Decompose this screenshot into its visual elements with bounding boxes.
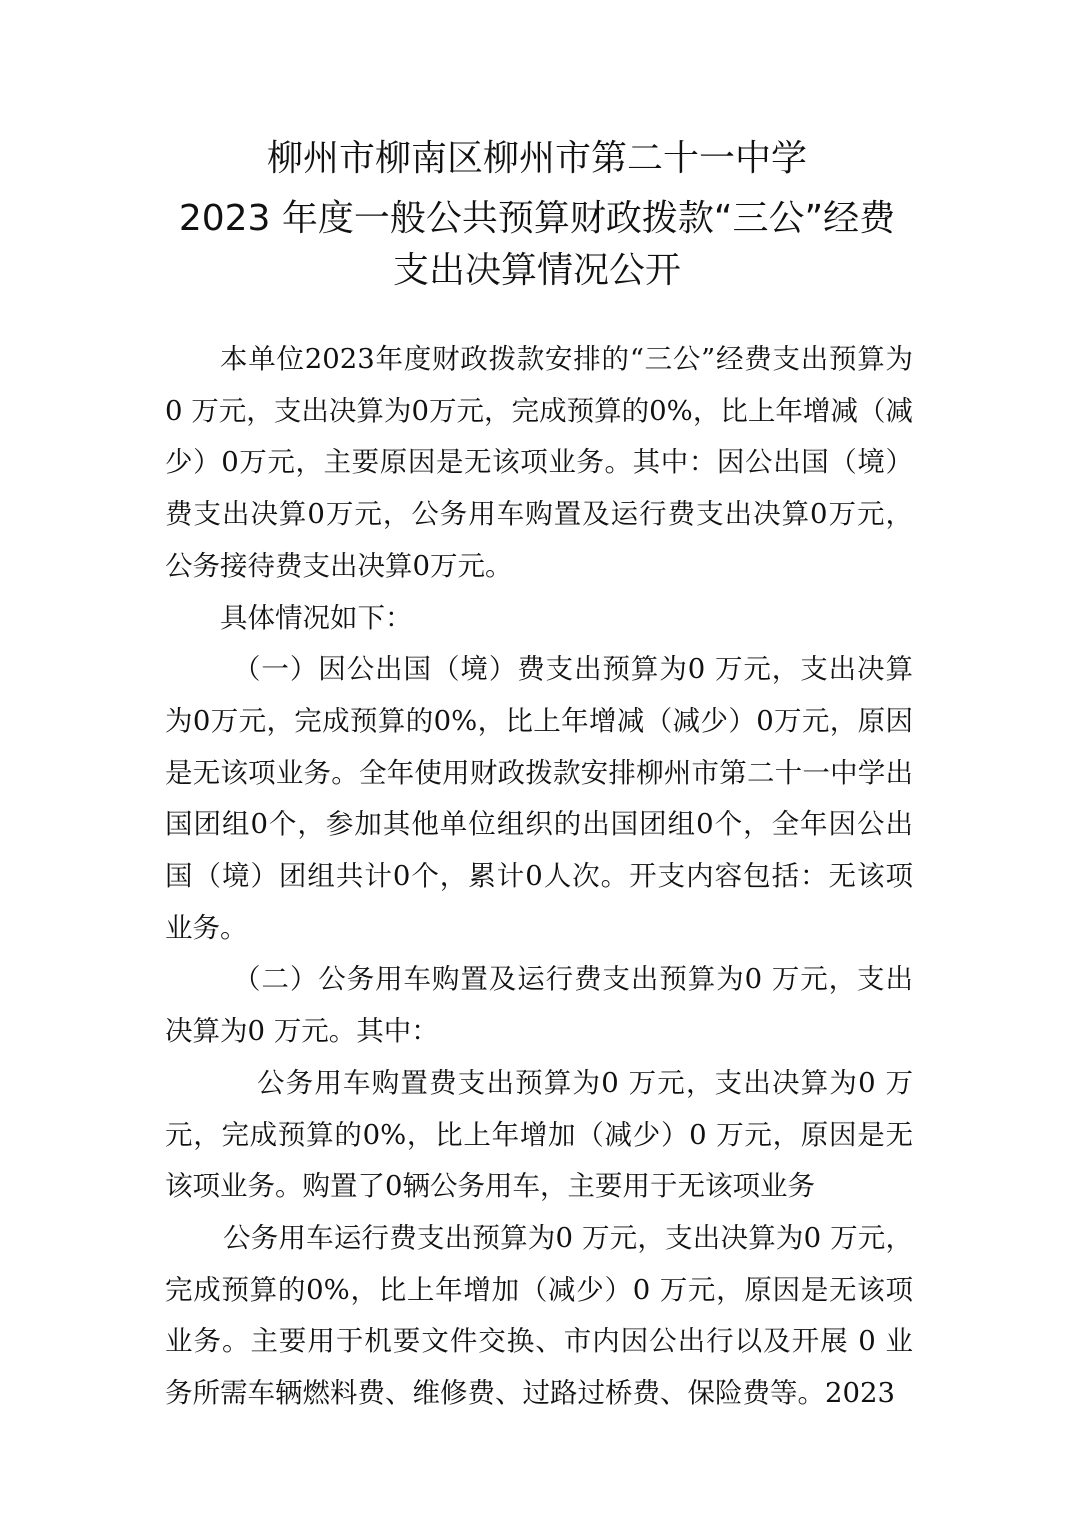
document-title-line-2: 2023 年度一般公共预算财政拨款“三公”经费 xyxy=(178,198,896,239)
paragraph-vehicle-operation: 公务用车运行费支出预算为0 万元，支出决算为0 万元，完成预算的0%，比上年增加（减少）0 万元，原因是无该项业务。主要用于机要文件交换、市内因公出行以及开展 0 业务所需车辆燃料费、维修费、过路过桥费、保险费等。2023 xyxy=(165,1221,913,1410)
paragraph-vehicle-expenses: （二）公务用车购置及运行费支出预算为0 万元，支出决算为0 万元。其中： xyxy=(165,963,913,1048)
document-body xyxy=(165,334,913,1420)
paragraph-summary: 本单位2023年度财政拨款安排的“三公”经费支出预算为0 万元，支出决算为0万元，完成预算的0%，比上年增减（减少）0万元，主要原因是无该项业务。其中：因公出国（境）费支出决算0万元，公务用车购置及运行费支出决算0万元，公务接待费支出决算0万元。 xyxy=(165,343,913,582)
paragraph-vehicle-purchase: 公务用车购置费支出预算为0 万元，支出决算为0 万元，完成预算的0%，比上年增加（减少）0 万元，原因是无该项业务。购置了0辆公务用车，主要用于无该项业务 xyxy=(165,1066,913,1203)
paragraph-overseas-travel: （一）因公出国（境）费支出预算为0 万元，支出决算为0万元，完成预算的0%，比上年增减（减少）0万元，原因是无该项业务。全年使用财政拨款安排柳州市第二十一中学出国团组0个，参加其他单位组织的出国团组0个，全年因公出国（境）团组共计0个，累计0人次。开支内容包括：无该项业务。 xyxy=(165,653,913,944)
document-title-line-3: 支出决算情况公开 xyxy=(392,250,681,291)
paragraph-details-intro: 具体情况如下： xyxy=(220,601,413,634)
document-title-line-1: 柳州市柳南区柳州市第二十一中学 xyxy=(266,138,807,179)
